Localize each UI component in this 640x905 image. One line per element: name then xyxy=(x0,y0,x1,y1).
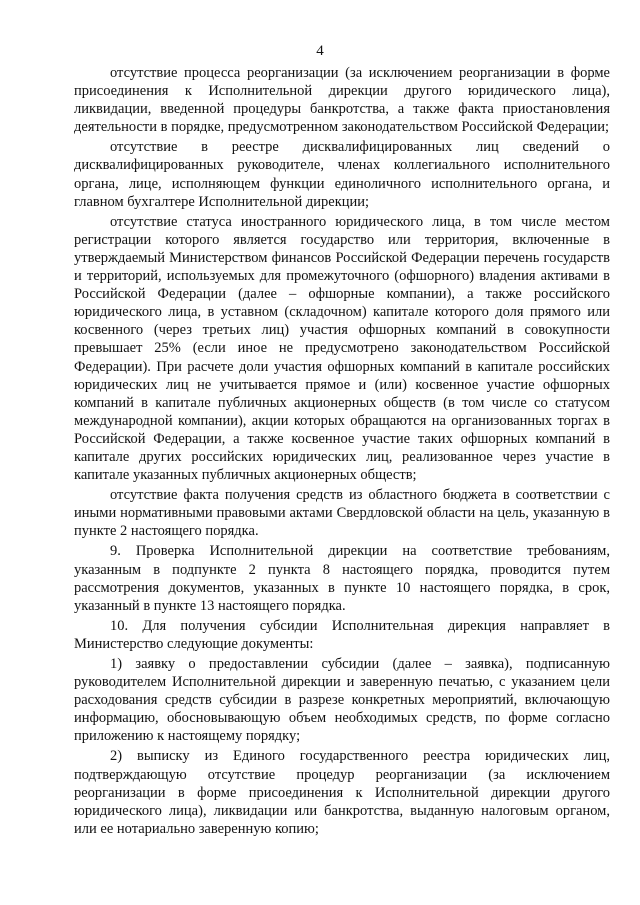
paragraph-offshore-status: отсутствие статуса иностранного юридического лица, в том числе местом регистрации которого является государство или территория, включенные в утверждаемый Министерством финансов Российской Федерации перечень государств и территорий, используемых для промежуточного (офшорного) владения активами в Российской Федерации (далее – офшорные компании), а также российского юридического лица, в уставном (складочном) капитале которого доля прямого или косвенного (через третьих лиц) участия офшорных компаний в совокупности превышает 25% (если иное не предусмотрено законодательством Российской Федерации). При расчете доли участия офшорных компаний в капитале российских юридических лиц не учитывается прямое и (или) косвенное участие офшорных компаний в капитале публичных акционерных обществ (в том числе со статусом международной компании), акции которых обращаются на организованных торгах в Российской Федерации, а также косвенное участие таких офшорных компаний в капитале других российских юридических лиц, реализованное через участие в капитале указанных публичных акционерных обществ; xyxy=(74,213,610,484)
paragraph-item-9: 9. Проверка Исполнительной дирекции на соответствие требованиям, указанным в подпункте 2 пункта 8 настоящего порядка, проводится путем рассмотрения документов, указанных в пункте 10 настоящего порядка, в срок, указанный в пункте 13 настоящего порядка. xyxy=(74,543,610,614)
page-number: 4 xyxy=(316,43,324,59)
paragraph-item-10: 10. Для получения субсидии Исполнительная дирекция направляет в Министерство следующие документы: xyxy=(74,617,610,652)
paragraph-reorganization-absence: отсутствие процесса реорганизации (за исключением реорганизации в форме присоединения к Исполнительной дирекции другого юридического лица), ликвидации, введенной процедуры банкротства, а также факта приостановления деятельности в порядке, предусмотренном законодательством Российской Федерации; xyxy=(74,65,610,136)
paragraph-regional-budget-funds: отсутствие факта получения средств из областного бюджета в соответствии с иными нормативными правовыми актами Свердловской области на цель, указанную в пункте 2 настоящего порядка. xyxy=(74,487,610,540)
document-body xyxy=(74,64,610,840)
paragraph-disqualified-persons: отсутствие в реестре дисквалифицированных лиц сведений о дисквалифицированных руководителе, членах коллегиального исполнительного органа, лице, исполняющем функции единоличного исполнительного органа, и главном бухгалтере Исполнительной дирекции; xyxy=(74,139,610,210)
paragraph-subitem-2: 2) выписку из Единого государственного реестра юридических лиц, подтверждающую отсутствие процедур реорганизации (за исключением реорганизации в форме присоединения к Исполнительной дирекции другого юридического лица), ликвидации или банкротства, выданную налоговым органом, или ее нотариально заверенную копию; xyxy=(74,748,610,837)
paragraph-subitem-1: 1) заявку о предоставлении субсидии (далее – заявка), подписанную руководителем Исполнительной дирекции и заверенную печатью, с указанием цели расходования средств субсидии в разрезе конкретных мероприятий, включающую информацию, обосновывающую объем необходимых средств, по форме согласно приложению к настоящему порядку; xyxy=(74,656,610,745)
